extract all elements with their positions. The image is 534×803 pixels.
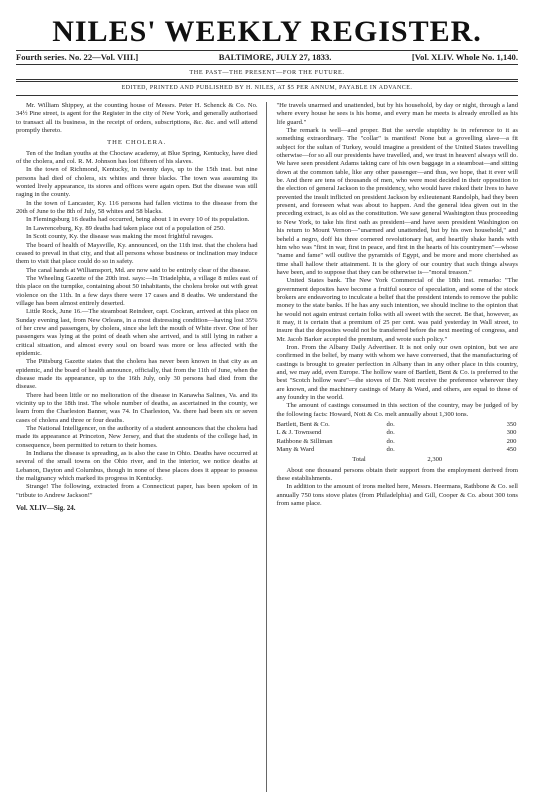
signature-mark: Vol. XLIV—Sig. 24. xyxy=(16,504,76,513)
dateline: BALTIMORE, JULY 27, 1833. xyxy=(218,52,332,62)
paragraph: In Scott county, Ky. the disease was making the most frightful ravages. xyxy=(26,233,214,241)
paragraph: In the town of Lancaster, Ky. 116 persons had fallen victims to the disease from the 20th of June to the 8th of July, 58 whites and 58 blacks. xyxy=(16,199,258,216)
article-columns xyxy=(16,102,518,792)
paragraph: The canal hands at Williamsport, Md. are now said to be entirely clear of the disease. xyxy=(26,266,251,274)
table-total xyxy=(276,456,518,464)
divider-rule xyxy=(16,79,518,82)
table-row xyxy=(276,429,518,437)
issue-info-line xyxy=(16,50,518,65)
table-row xyxy=(276,446,518,454)
quote-paragraph: "He travels unarmed and unattended, but by his household, by day or night, through a land where every house he sees is his home, and every man he meets is already enrolled as his life guard." xyxy=(276,102,518,126)
row-value: 200 xyxy=(506,437,517,445)
row-mid: do. xyxy=(386,421,395,429)
paragraph: In Flemingsburg 16 deaths had occurred, being about 1 in every 10 of its population. xyxy=(26,216,250,224)
paragraph: The Wheeling Gazette of the 20th inst. says:—In Triadelphia, a village 8 miles east of this place on the turnpike, containing about 50 inhabitants, the cholera broke out with great violence on the 11th. In a few days there were 17 cases and 8 deaths. We understand the village has been almost entirely deserted. xyxy=(16,274,258,307)
paragraph: About one thousand persons obtain their support from the employment derived from these establishments. xyxy=(276,466,518,483)
paragraph: In the town of Richmond, Kentucky, in twenty days, up to the 15th inst. but nine persons had died of cholera, six whites and three blacks. The town was assuming its wonted lively appearance, its stores and offices were again open. But the disease was still raging in the county. xyxy=(16,166,258,199)
paragraph: In Indiana the disease is spreading, as is also the case in Ohio. Deaths have occurred at several of the small towns on the Ohio river, and in the interior, we notice deaths at Lebanon, Dayton and Columbus, though in none of these places does it appear to possess the malignancy which marked its progress in Kentucky. xyxy=(16,450,258,483)
row-name: Rathbone & Silliman xyxy=(276,437,333,445)
total-label: Total xyxy=(352,456,366,464)
row-name: Bartlett, Bent & Co. xyxy=(276,421,330,429)
row-mid: do. xyxy=(386,437,395,445)
motto: THE PAST—THE PRESENT—FOR THE FUTURE. xyxy=(189,69,345,76)
bank-paragraph: United States bank. The New York Commercial of the 18th inst. remarks: "The government deposites have become a fruitful source of speculation, and some of the stock brokers are endeavoring to inculcate a belief that the president intends to remove the public money to the state banks. If he has any such intention, we should incline to the opinion that he would not again entrust certain folks with all sweet with the secret. Be that, however, as it may, it is certain that a premium of 25 per cent. was paid yesterday in Wall street, to insure that the deposites would not be transferred before the next meeting of congress, and Mr. Jacob Barker accepted the premium, and wrote such policy." xyxy=(276,277,518,343)
agent-notice: Mr. William Shippey, at the counting house of Messrs. Peter H. Schenck & Co. No. 34½ Pine street, is agent for the Register in the city of New York, and generally authorised to transact all its business, in the receipt of orders, subscriptions, &c. &c. and will attend promptly thereto. xyxy=(16,102,258,135)
paragraph: The National Intelligencer, on the authority of a student announces that the cholera had made its appearance at Princeton, New Jersey, and that the students of the college had, in consequence, been permitted to return to their homes. xyxy=(16,425,258,449)
row-name: Many & Ward xyxy=(276,446,315,454)
divider-rule-bottom xyxy=(16,95,518,96)
paragraph: In Lawrenceburg, Ky. 89 deaths had taken place out of a population of 250. xyxy=(26,224,226,232)
castings-paragraph: The amount of castings consumed in this section of the country, may be judged of by the following facts: Howard, Nott & Co. melt annually about 1,300 tons. xyxy=(276,402,518,418)
iron-paragraph: Iron. From the Albany Daily Advertiser. It is not only our own opinion, but we are confirmed in the belief, by many with whom we have conversed, that the manufacturing of castings is brought to greater perfection in Albany than in any other place in this country, and, we may add, even Europe. The hollow ware of Bartlett, Bent & Co. is preferred to the best "Scotch hollow ware"—the stoves of Dr. Nott receive the preference wherever they are known, and the machinery castings of Many & Ward, and others, are equal to those of any foundry in the world. xyxy=(276,343,518,402)
castings-table xyxy=(276,421,518,465)
paragraph: The Pittsburg Gazette states that the cholera has never been known in that city as an epidemic, and the board of health announce, officially, that from the 11th of June, when the disease made its appearance, up to the 16th July, only 30 persons had died from the disease. xyxy=(16,358,258,391)
row-value: 450 xyxy=(506,446,517,454)
paragraph: In addition to the amount of irons melted here, Messrs. Heermans, Rathbone & Co. sell annually 750 tons stove plates (from Philadelphia) and Gill, Cooper & Co. about 300 tons from same place. xyxy=(276,483,518,508)
left-column xyxy=(16,102,258,792)
row-mid: do. xyxy=(386,429,395,437)
table-row xyxy=(276,438,518,446)
masthead-title: NILES' WEEKLY REGISTER. xyxy=(52,15,482,48)
table-row xyxy=(276,421,518,429)
series-number: Fourth series. No. 22—Vol. VIII.] xyxy=(16,52,139,62)
column-divider xyxy=(266,102,269,792)
paragraph: Strange! The following, extracted from a Connecticut paper, has been spoken of in "tribute to Andrew Jackson!" xyxy=(16,483,258,499)
paragraph: Little Rock, June 16.—The steamboat Reindeer, capt. Cockran, arrived at this place on Sunday evening last, from New Orleans, in a most distressing condition—having lost 35% of her crew and passengers, by cholera, since she left the mouth of White river. One of her passengers was lying at the point of death when she arrived, and is still lying in rather a critical situation, and almost every soul on board was more or less affected with the epidemic. xyxy=(16,308,258,357)
section-heading-cholera: THE CHOLERA. xyxy=(107,139,167,147)
paragraph: The board of health of Maysville, Ky. announced, on the 11th inst. that the cholera had ceased to prevail in that city, and that all persons whose business or inclination may induce them to visit that place could do so in safety. xyxy=(16,241,258,266)
row-mid: do. xyxy=(386,446,395,454)
row-name: L & J. Townsend xyxy=(276,429,322,437)
right-column xyxy=(276,102,518,792)
row-value: 350 xyxy=(506,421,517,429)
editor-line: EDITED, PRINTED AND PUBLISHED BY H. NILES, AT $5 PER ANNUM, PAYABLE IN ADVANCE. xyxy=(121,85,413,91)
paragraph: There had been little or no melioration of the disease in Kanawha Salines, Va. and its vicinity up to the 18th inst. The whole number of deaths, as ascertained in the county, we learn from the Charleston Banner, was 74. In Charleston, Va. there had been six or seven cases of cholera and three or four deaths. xyxy=(16,391,258,424)
paragraph: The remark is well—and proper. But the servile stupidity is in reference to it as something extraordinary. The "collar" is manifest! None but a grovelling slave—a fit subject for the sultan of Turkey, would imagine a president of the United States travelling otherwise—for so all our presidents have travelled, and, we trust in heaven! always will do. We have seen president Adams taking care of his own baggage in a steamboat—and sitting down at the common table, like any other passenger—and thus, we hope, that it ever will be. And there are tens of thousands of men, who were most decided in their opposition to the election of general Jackson to the presidency, who would have risked their lives to have prevented the insult inflicted on president Jackson by exlieutenant Randolph, had they been present, and foreseen what was about to happen. And the general idea given out in the preceding extract, is as old as the constitution. We saw general Washington thus proceeding to New York, to take his first oath as president—and have seen president Washington on his return to Mount Vernon—"unarmed and unattended, but by his own household," and beheld a negro, doff his three cornered revolutionary hat, and heartily shake hands with him who was "first in war, first in peace, and first in the hearts of his countrymen"—whose "name and fame" will outlive the pyramids of Egypt, and be more and more cherished as time shall hallow their attainment. It is the glory of our country that such things always have been, and to suppose that they can be otherwise is—"moral treason." xyxy=(276,127,518,276)
whole-number: [Vol. XLIV. Whole No. 1,140. xyxy=(411,52,518,62)
total-value: 2,300 xyxy=(427,456,443,464)
paragraph: Ten of the Indian youths at the Choctaw academy, at Blue Spring, Kentucky, have died of the cholera, and col. R. M. Johnson has lost fifteen of his slaves. xyxy=(16,149,258,166)
row-value: 300 xyxy=(506,429,517,437)
